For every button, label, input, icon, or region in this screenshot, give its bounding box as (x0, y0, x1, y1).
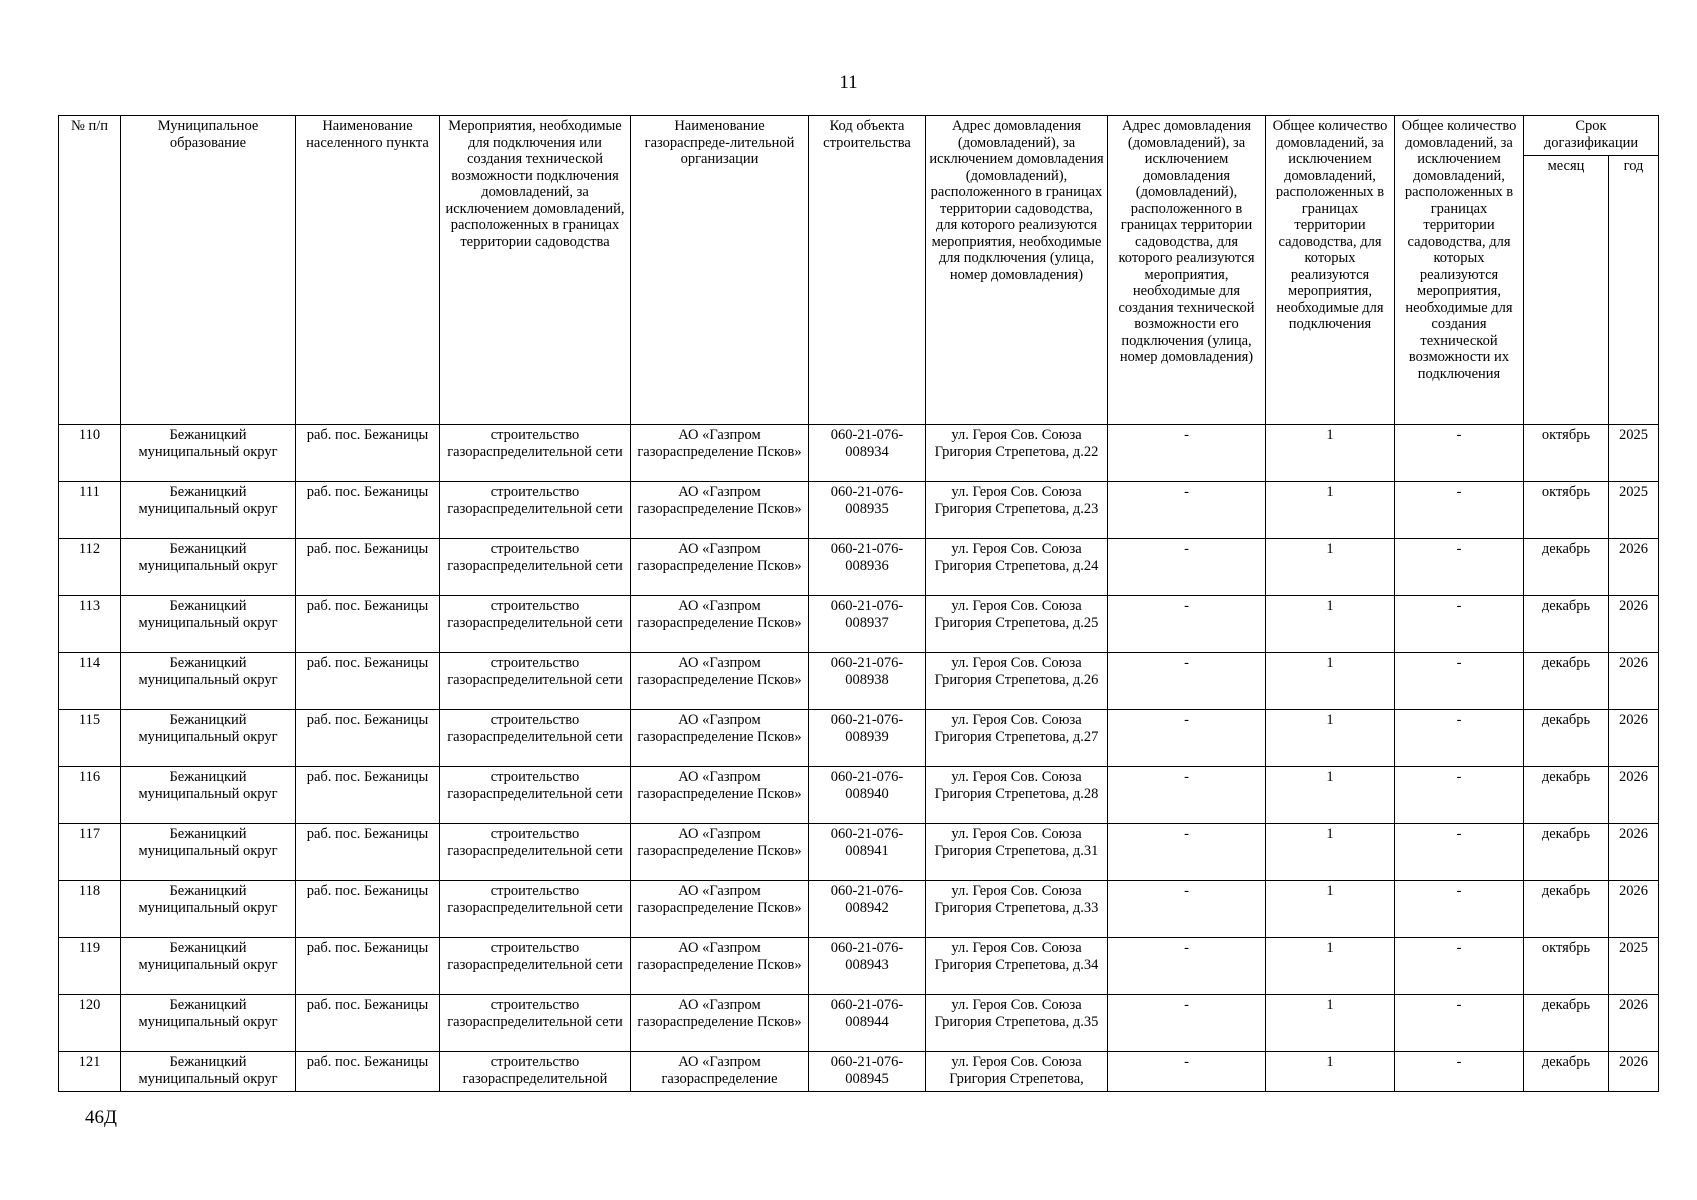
table-row (59, 596, 1659, 653)
cell-measures: строительство газораспределительной сети (440, 938, 631, 995)
cell-num: 119 (59, 938, 121, 995)
cell-year: 2025 (1609, 938, 1659, 995)
cell-settlement: раб. пос. Бежаницы (296, 1052, 440, 1092)
cell-year: 2025 (1609, 482, 1659, 539)
cell-num: 118 (59, 881, 121, 938)
cell-month: октябрь (1524, 938, 1609, 995)
cell-year: 2025 (1609, 425, 1659, 482)
cell-total-tech: - (1395, 539, 1524, 596)
header-term: Срок догазификации (1524, 116, 1659, 156)
cell-address-connect: ул. Героя Сов. Союза Григория Стрепетова, д.22 (926, 425, 1108, 482)
cell-code: 060-21-076-008940 (809, 767, 926, 824)
cell-gdo: АО «Газпром газораспределение Псков» (631, 596, 809, 653)
cell-municipality: Бежаницкий муниципальный округ (121, 482, 296, 539)
cell-code: 060-21-076-008945 (809, 1052, 926, 1092)
cell-municipality: Бежаницкий муниципальный округ (121, 938, 296, 995)
cell-code: 060-21-076-008941 (809, 824, 926, 881)
cell-settlement: раб. пос. Бежаницы (296, 938, 440, 995)
cell-municipality: Бежаницкий муниципальный округ (121, 767, 296, 824)
cell-address-tech: - (1108, 995, 1266, 1052)
cell-address-connect: ул. Героя Сов. Союза Григория Стрепетова, д.31 (926, 824, 1108, 881)
table-row (59, 539, 1659, 596)
cell-total-tech: - (1395, 881, 1524, 938)
cell-measures: строительство газораспределительной сети (440, 482, 631, 539)
cell-settlement: раб. пос. Бежаницы (296, 653, 440, 710)
cell-address-tech: - (1108, 539, 1266, 596)
cell-settlement: раб. пос. Бежаницы (296, 482, 440, 539)
cell-total-tech: - (1395, 482, 1524, 539)
cell-gdo: АО «Газпром газораспределение Псков» (631, 938, 809, 995)
cell-total-tech: - (1395, 767, 1524, 824)
cell-year: 2026 (1609, 653, 1659, 710)
cell-municipality: Бежаницкий муниципальный округ (121, 995, 296, 1052)
cell-address-tech: - (1108, 881, 1266, 938)
cell-total-tech: - (1395, 596, 1524, 653)
cell-num: 112 (59, 539, 121, 596)
cell-year: 2026 (1609, 767, 1659, 824)
table-row (59, 824, 1659, 881)
cell-month: октябрь (1524, 425, 1609, 482)
cell-settlement: раб. пос. Бежаницы (296, 767, 440, 824)
cell-gdo: АО «Газпром газораспределение Псков» (631, 710, 809, 767)
cell-year: 2026 (1609, 995, 1659, 1052)
cell-num: 115 (59, 710, 121, 767)
cell-num: 111 (59, 482, 121, 539)
cell-total-tech: - (1395, 938, 1524, 995)
cell-municipality: Бежаницкий муниципальный округ (121, 1052, 296, 1092)
cell-month: декабрь (1524, 539, 1609, 596)
cell-num: 117 (59, 824, 121, 881)
cell-municipality: Бежаницкий муниципальный округ (121, 653, 296, 710)
cell-municipality: Бежаницкий муниципальный округ (121, 539, 296, 596)
cell-gdo: АО «Газпром газораспределение Псков» (631, 539, 809, 596)
cell-year: 2026 (1609, 881, 1659, 938)
cell-gdo: АО «Газпром газораспределение Псков» (631, 995, 809, 1052)
cell-gdo: АО «Газпром газораспределение Псков» (631, 824, 809, 881)
cell-total-connect: 1 (1266, 653, 1395, 710)
cell-measures: строительство газораспределительной сети (440, 710, 631, 767)
cell-month: декабрь (1524, 767, 1609, 824)
gasification-table (58, 115, 1659, 1092)
cell-code: 060-21-076-008935 (809, 482, 926, 539)
cell-address-tech: - (1108, 767, 1266, 824)
cell-address-connect: ул. Героя Сов. Союза Григория Стрепетова, д.35 (926, 995, 1108, 1052)
cell-num: 121 (59, 1052, 121, 1092)
cell-gdo: АО «Газпром газораспределение Псков» (631, 653, 809, 710)
cell-measures: строительство газораспределительной сети (440, 653, 631, 710)
cell-address-connect: ул. Героя Сов. Союза Григория Стрепетова, д.28 (926, 767, 1108, 824)
cell-num: 120 (59, 995, 121, 1052)
cell-municipality: Бежаницкий муниципальный округ (121, 881, 296, 938)
cell-total-connect: 1 (1266, 539, 1395, 596)
cell-settlement: раб. пос. Бежаницы (296, 425, 440, 482)
cell-month: декабрь (1524, 824, 1609, 881)
cell-settlement: раб. пос. Бежаницы (296, 596, 440, 653)
cell-code: 060-21-076-008937 (809, 596, 926, 653)
cell-address-tech: - (1108, 425, 1266, 482)
table-row (59, 995, 1659, 1052)
table-row (59, 938, 1659, 995)
cell-address-tech: - (1108, 710, 1266, 767)
cell-month: октябрь (1524, 482, 1609, 539)
cell-gdo: АО «Газпром газораспределение Псков» (631, 482, 809, 539)
table-row (59, 767, 1659, 824)
cell-num: 113 (59, 596, 121, 653)
cell-address-tech: - (1108, 482, 1266, 539)
cell-gdo: АО «Газпром газораспределение Псков» (631, 425, 809, 482)
header-year: год (1609, 156, 1659, 425)
header-address-connect: Адрес домовладения (домовладений), за исключением домовладения (домовладений), расположенного в границах территории садоводства, для которого реализуются мероприятия, необходимые для подключения (улица, номер домовладения) (926, 116, 1108, 425)
cell-address-tech: - (1108, 1052, 1266, 1092)
cell-address-tech: - (1108, 824, 1266, 881)
cell-code: 060-21-076-008934 (809, 425, 926, 482)
cell-month: декабрь (1524, 596, 1609, 653)
cell-address-tech: - (1108, 653, 1266, 710)
table-row (59, 710, 1659, 767)
cell-total-tech: - (1395, 1052, 1524, 1092)
cell-year: 2026 (1609, 710, 1659, 767)
cell-code: 060-21-076-008938 (809, 653, 926, 710)
page-number: 11 (839, 72, 858, 93)
cell-measures: строительство газораспределительной сети (440, 539, 631, 596)
cell-year: 2026 (1609, 539, 1659, 596)
header-num: № п/п (59, 116, 121, 425)
header-month: месяц (1524, 156, 1609, 425)
table-body (59, 425, 1659, 1092)
cell-total-tech: - (1395, 710, 1524, 767)
table-row (59, 425, 1659, 482)
cell-address-connect: ул. Героя Сов. Союза Григория Стрепетова, д.26 (926, 653, 1108, 710)
cell-address-tech: - (1108, 938, 1266, 995)
cell-month: декабрь (1524, 653, 1609, 710)
cell-year: 2026 (1609, 1052, 1659, 1092)
table-header (59, 116, 1659, 425)
cell-month: декабрь (1524, 710, 1609, 767)
cell-total-connect: 1 (1266, 710, 1395, 767)
header-total-connect: Общее количество домовладений, за исключением домовладений, расположенных в границах территории садоводства, для которых реализуются мероприятия, необходимые для подключения (1266, 116, 1395, 425)
cell-code: 060-21-076-008939 (809, 710, 926, 767)
cell-address-connect: ул. Героя Сов. Союза Григория Стрепетова, д.24 (926, 539, 1108, 596)
cell-total-connect: 1 (1266, 824, 1395, 881)
cell-settlement: раб. пос. Бежаницы (296, 539, 440, 596)
cell-total-tech: - (1395, 995, 1524, 1052)
cell-total-connect: 1 (1266, 596, 1395, 653)
header-address-tech: Адрес домовладения (домовладений), за исключением домовладения (домовладений), расположенного в границах территории садоводства, для которого реализуются мероприятия, необходимые для создания технической возможности его подключения (улица, номер домовладения) (1108, 116, 1266, 425)
cell-municipality: Бежаницкий муниципальный округ (121, 710, 296, 767)
header-code: Код объекта строительства (809, 116, 926, 425)
cell-total-tech: - (1395, 824, 1524, 881)
cell-address-connect: ул. Героя Сов. Союза Григория Стрепетова, д.34 (926, 938, 1108, 995)
cell-total-connect: 1 (1266, 881, 1395, 938)
cell-month: декабрь (1524, 1052, 1609, 1092)
cell-settlement: раб. пос. Бежаницы (296, 995, 440, 1052)
cell-measures: строительство газораспределительной сети (440, 425, 631, 482)
cell-total-connect: 1 (1266, 767, 1395, 824)
cell-municipality: Бежаницкий муниципальный округ (121, 596, 296, 653)
header-gdo: Наименование газораспреде-лительной организации (631, 116, 809, 425)
cell-settlement: раб. пос. Бежаницы (296, 881, 440, 938)
cell-settlement: раб. пос. Бежаницы (296, 710, 440, 767)
cell-code: 060-21-076-008936 (809, 539, 926, 596)
cell-month: декабрь (1524, 881, 1609, 938)
cell-total-connect: 1 (1266, 995, 1395, 1052)
cell-measures: строительство газораспределительной сети (440, 767, 631, 824)
table-row (59, 1052, 1659, 1092)
cell-address-connect: ул. Героя Сов. Союза Григория Стрепетова, д.23 (926, 482, 1108, 539)
header-measures: Мероприятия, необходимые для подключения или создания технической возможности подключения домовладений, за исключением домовладений, расположенных в границах территории садоводства (440, 116, 631, 425)
cell-total-connect: 1 (1266, 938, 1395, 995)
cell-year: 2026 (1609, 824, 1659, 881)
cell-municipality: Бежаницкий муниципальный округ (121, 425, 296, 482)
cell-measures: строительство газораспределительной сети (440, 995, 631, 1052)
cell-year: 2026 (1609, 596, 1659, 653)
cell-address-connect: ул. Героя Сов. Союза Григория Стрепетова, д.27 (926, 710, 1108, 767)
cell-num: 110 (59, 425, 121, 482)
cell-total-connect: 1 (1266, 1052, 1395, 1092)
cell-measures: строительство газораспределительной сети (440, 596, 631, 653)
cell-month: декабрь (1524, 995, 1609, 1052)
cell-code: 060-21-076-008942 (809, 881, 926, 938)
cell-gdo: АО «Газпром газораспределение Псков» (631, 881, 809, 938)
cell-measures: строительство газораспределительной (440, 1052, 631, 1092)
cell-address-connect: ул. Героя Сов. Союза Григория Стрепетова, д.25 (926, 596, 1108, 653)
cell-measures: строительство газораспределительной сети (440, 881, 631, 938)
cell-municipality: Бежаницкий муниципальный округ (121, 824, 296, 881)
cell-total-connect: 1 (1266, 425, 1395, 482)
cell-address-connect: ул. Героя Сов. Союза Григория Стрепетова, д.33 (926, 881, 1108, 938)
cell-measures: строительство газораспределительной сети (440, 824, 631, 881)
cell-num: 116 (59, 767, 121, 824)
cell-total-tech: - (1395, 653, 1524, 710)
cell-total-tech: - (1395, 425, 1524, 482)
cell-code: 060-21-076-008943 (809, 938, 926, 995)
header-municipality: Муниципальное образование (121, 116, 296, 425)
header-settlement: Наименование населенного пункта (296, 116, 440, 425)
cell-address-tech: - (1108, 596, 1266, 653)
header-total-tech: Общее количество домовладений, за исключением домовладений, расположенных в границах территории садоводства, для которых реализуются мероприятия, необходимые для создания технической возможности их подключения (1395, 116, 1524, 425)
cell-settlement: раб. пос. Бежаницы (296, 824, 440, 881)
table-row (59, 881, 1659, 938)
cell-gdo: АО «Газпром газораспределение Псков» (631, 767, 809, 824)
cell-address-connect: ул. Героя Сов. Союза Григория Стрепетова, (926, 1052, 1108, 1092)
cell-gdo: АО «Газпром газораспределение (631, 1052, 809, 1092)
cell-total-connect: 1 (1266, 482, 1395, 539)
footer-code: 46Д (85, 1107, 117, 1128)
cell-num: 114 (59, 653, 121, 710)
cell-code: 060-21-076-008944 (809, 995, 926, 1052)
table-row (59, 653, 1659, 710)
table-row (59, 482, 1659, 539)
